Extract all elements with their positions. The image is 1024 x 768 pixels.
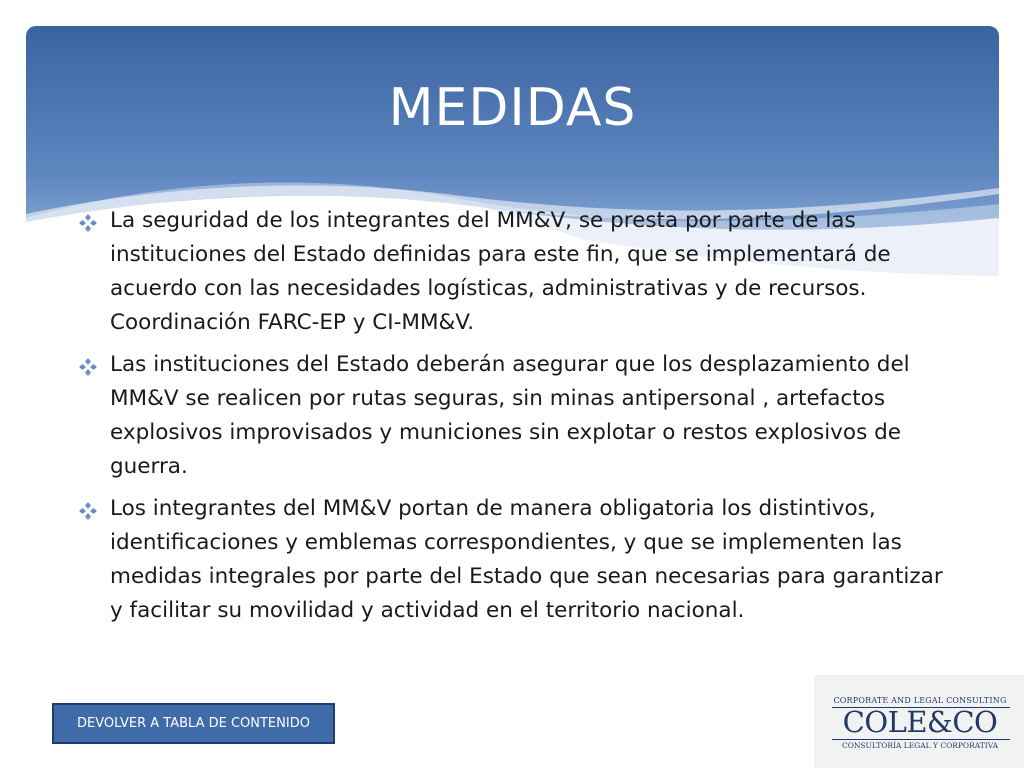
logo-top-text: CORPORATE AND LEGAL CONSULTING [833,696,1007,705]
four-diamond-bullet-icon [78,501,98,521]
bullet-list [78,204,958,636]
bullet-item [78,348,958,484]
logo-bottom-text: CONSULTORÍA LEGAL Y CORPORATIVA [841,741,999,750]
bullet-text: La seguridad de los integrantes del MM&V, se presta por parte de las instituciones del Estado definidas para este fin, que se implementará de acuerdo con las necesidades logísticas, administrativas y de recursos. Coordinación FARC-EP y CI-MM&V. [110,208,891,335]
logo-name: COLE&CO [842,705,998,739]
bullet-item [78,492,958,628]
bullet-item [78,204,958,340]
bullet-text: Los integrantes del MM&V portan de manera obligatoria los distintivos, identificaciones y emblemas correspondientes, y que se implementen las medidas integrales por parte del Estado que sean necesarias para garantizar y facilitar su movilidad y actividad en el territorio nacional. [110,496,943,623]
cole-co-logo [814,675,1024,768]
four-diamond-bullet-icon [78,213,98,233]
logo-divider [832,739,1010,740]
slide-title: MEDIDAS [388,78,637,138]
back-to-contents-button[interactable]: DEVOLVER A TABLA DE CONTENIDO [52,703,335,744]
bullet-text: Las instituciones del Estado deberán asegurar que los desplazamiento del MM&V se realicen por rutas seguras, sin minas antipersonal , artefactos explosivos improvisados y municiones sin explotar o restos explosivos de guerra. [110,352,910,479]
four-diamond-bullet-icon [78,357,98,377]
